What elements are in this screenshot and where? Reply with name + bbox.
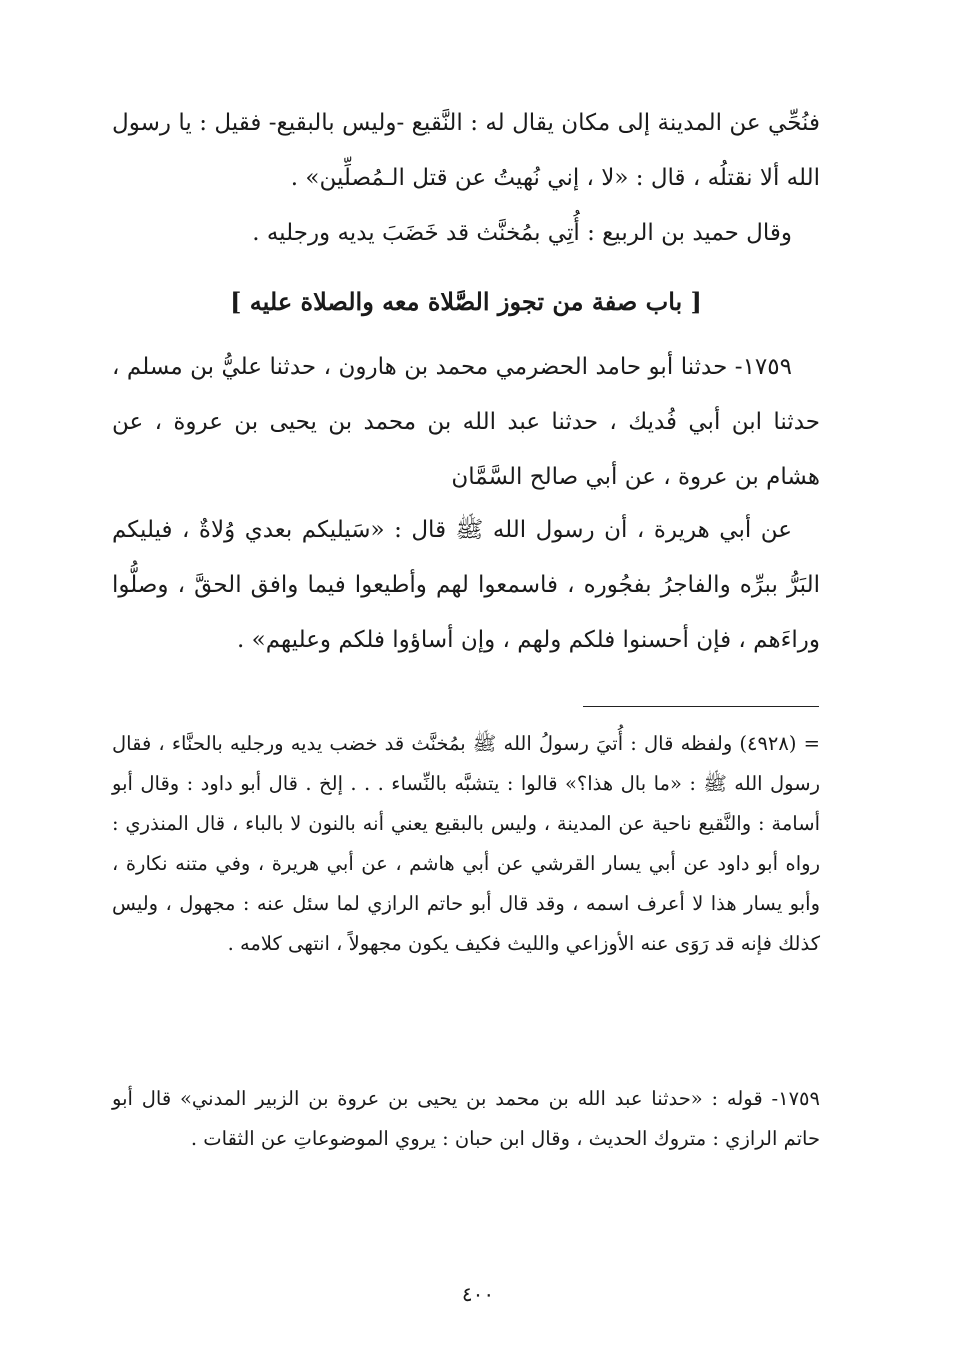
- footnote-4928-text: = (٤٩٢٨) ولفظه قال : أُتيَ رسولُ الله ﷺ بمُخنَّث قد خضب يديه ورجليه بالحنَّاء ، فقال رسول الله ﷺ : «ما بال هذا؟» قالوا : يتشبَّه بالنِّساء . . . إلخ . قال أبو داود : وقال أبو أسامة : والنَّقيع ناحية عن المدينة ، وليس بالبقيع يعني أنه بالنون لا بالباء ، قال المنذري : رواه أبو داود عن أبي يسار القرشي عن أبي هاشم ، عن أبي هريرة ، وفي متنه نكارة ، وأبو يسار هذا لا أعرف اسمه ، وقد قال أبو حاتم الرازي لما سئل عنه : مجهول ، وليس كذلك فإنه قد رَوَى عنه الأوزاعي والليث فكيف يكون مجهولاً ، انتهى كلامه .: [112, 732, 820, 955]
- footnote-1759-text: ١٧٥٩- قوله : «حدثنا عبد الله بن محمد بن يحيى بن عروة بن الزبير المدني» قال أبو حاتم الرازي : متروك الحديث ، وقال ابن حبان : يروي الموضوعاتِ عن الثقات .: [112, 1087, 820, 1150]
- footnote-1759: [112, 1079, 820, 1159]
- section-heading: [ باب صفة من تجوز الصَّلاة معه والصلاة عليه ]: [230, 287, 702, 316]
- humaid-note: وقال حميد بن الربيع : أُتِي بمُخنَّث قد خَضَبَ يديه ورجليه .: [252, 220, 792, 246]
- page-number: ٤٠٠: [461, 1282, 495, 1306]
- main-text-top: [112, 96, 820, 261]
- hadith-matn: عن أبي هريرة ، أن رسول الله ﷺ قال : «سَيليكم بعدي وُلاةٌ ، فيليكم البَرُّ ببرِّه والفاجرُ بفجُوره ، فاسمعوا لهم وأطيعوا فيما وافق الحقَّ ، وصلُّوا وراءَهم ، فإن أحسنوا فلكم ولهم ، وإن أساؤوا فلكم وعليهم» .: [112, 517, 820, 653]
- hadith-isnad-block: [112, 340, 820, 505]
- footnote-separator: [583, 706, 819, 707]
- hadith-matn-block: [112, 503, 820, 668]
- hadith-isnad: ١٧٥٩- حدثنا أبو حامد الحضرمي محمد بن هارون ، حدثنا عليُّ بن مسلم ، حدثنا ابن أبي فُديك ، حدثنا عبد الله بن محمد بن يحيى بن عروة ، عن هشام بن عروة ، عن أبي صالح السَّمَّان: [112, 354, 820, 490]
- footnote-4928: [112, 724, 820, 964]
- opening-paragraph: فنُحِّي عن المدينة إلى مكان يقال له : النَّقيع -وليس بالبقيع- فقيل : يا رسول الله ألا نقتلُه ، قال : «لا ، إني نُهيتُ عن قتل الـمُصلِّين» .: [112, 110, 820, 191]
